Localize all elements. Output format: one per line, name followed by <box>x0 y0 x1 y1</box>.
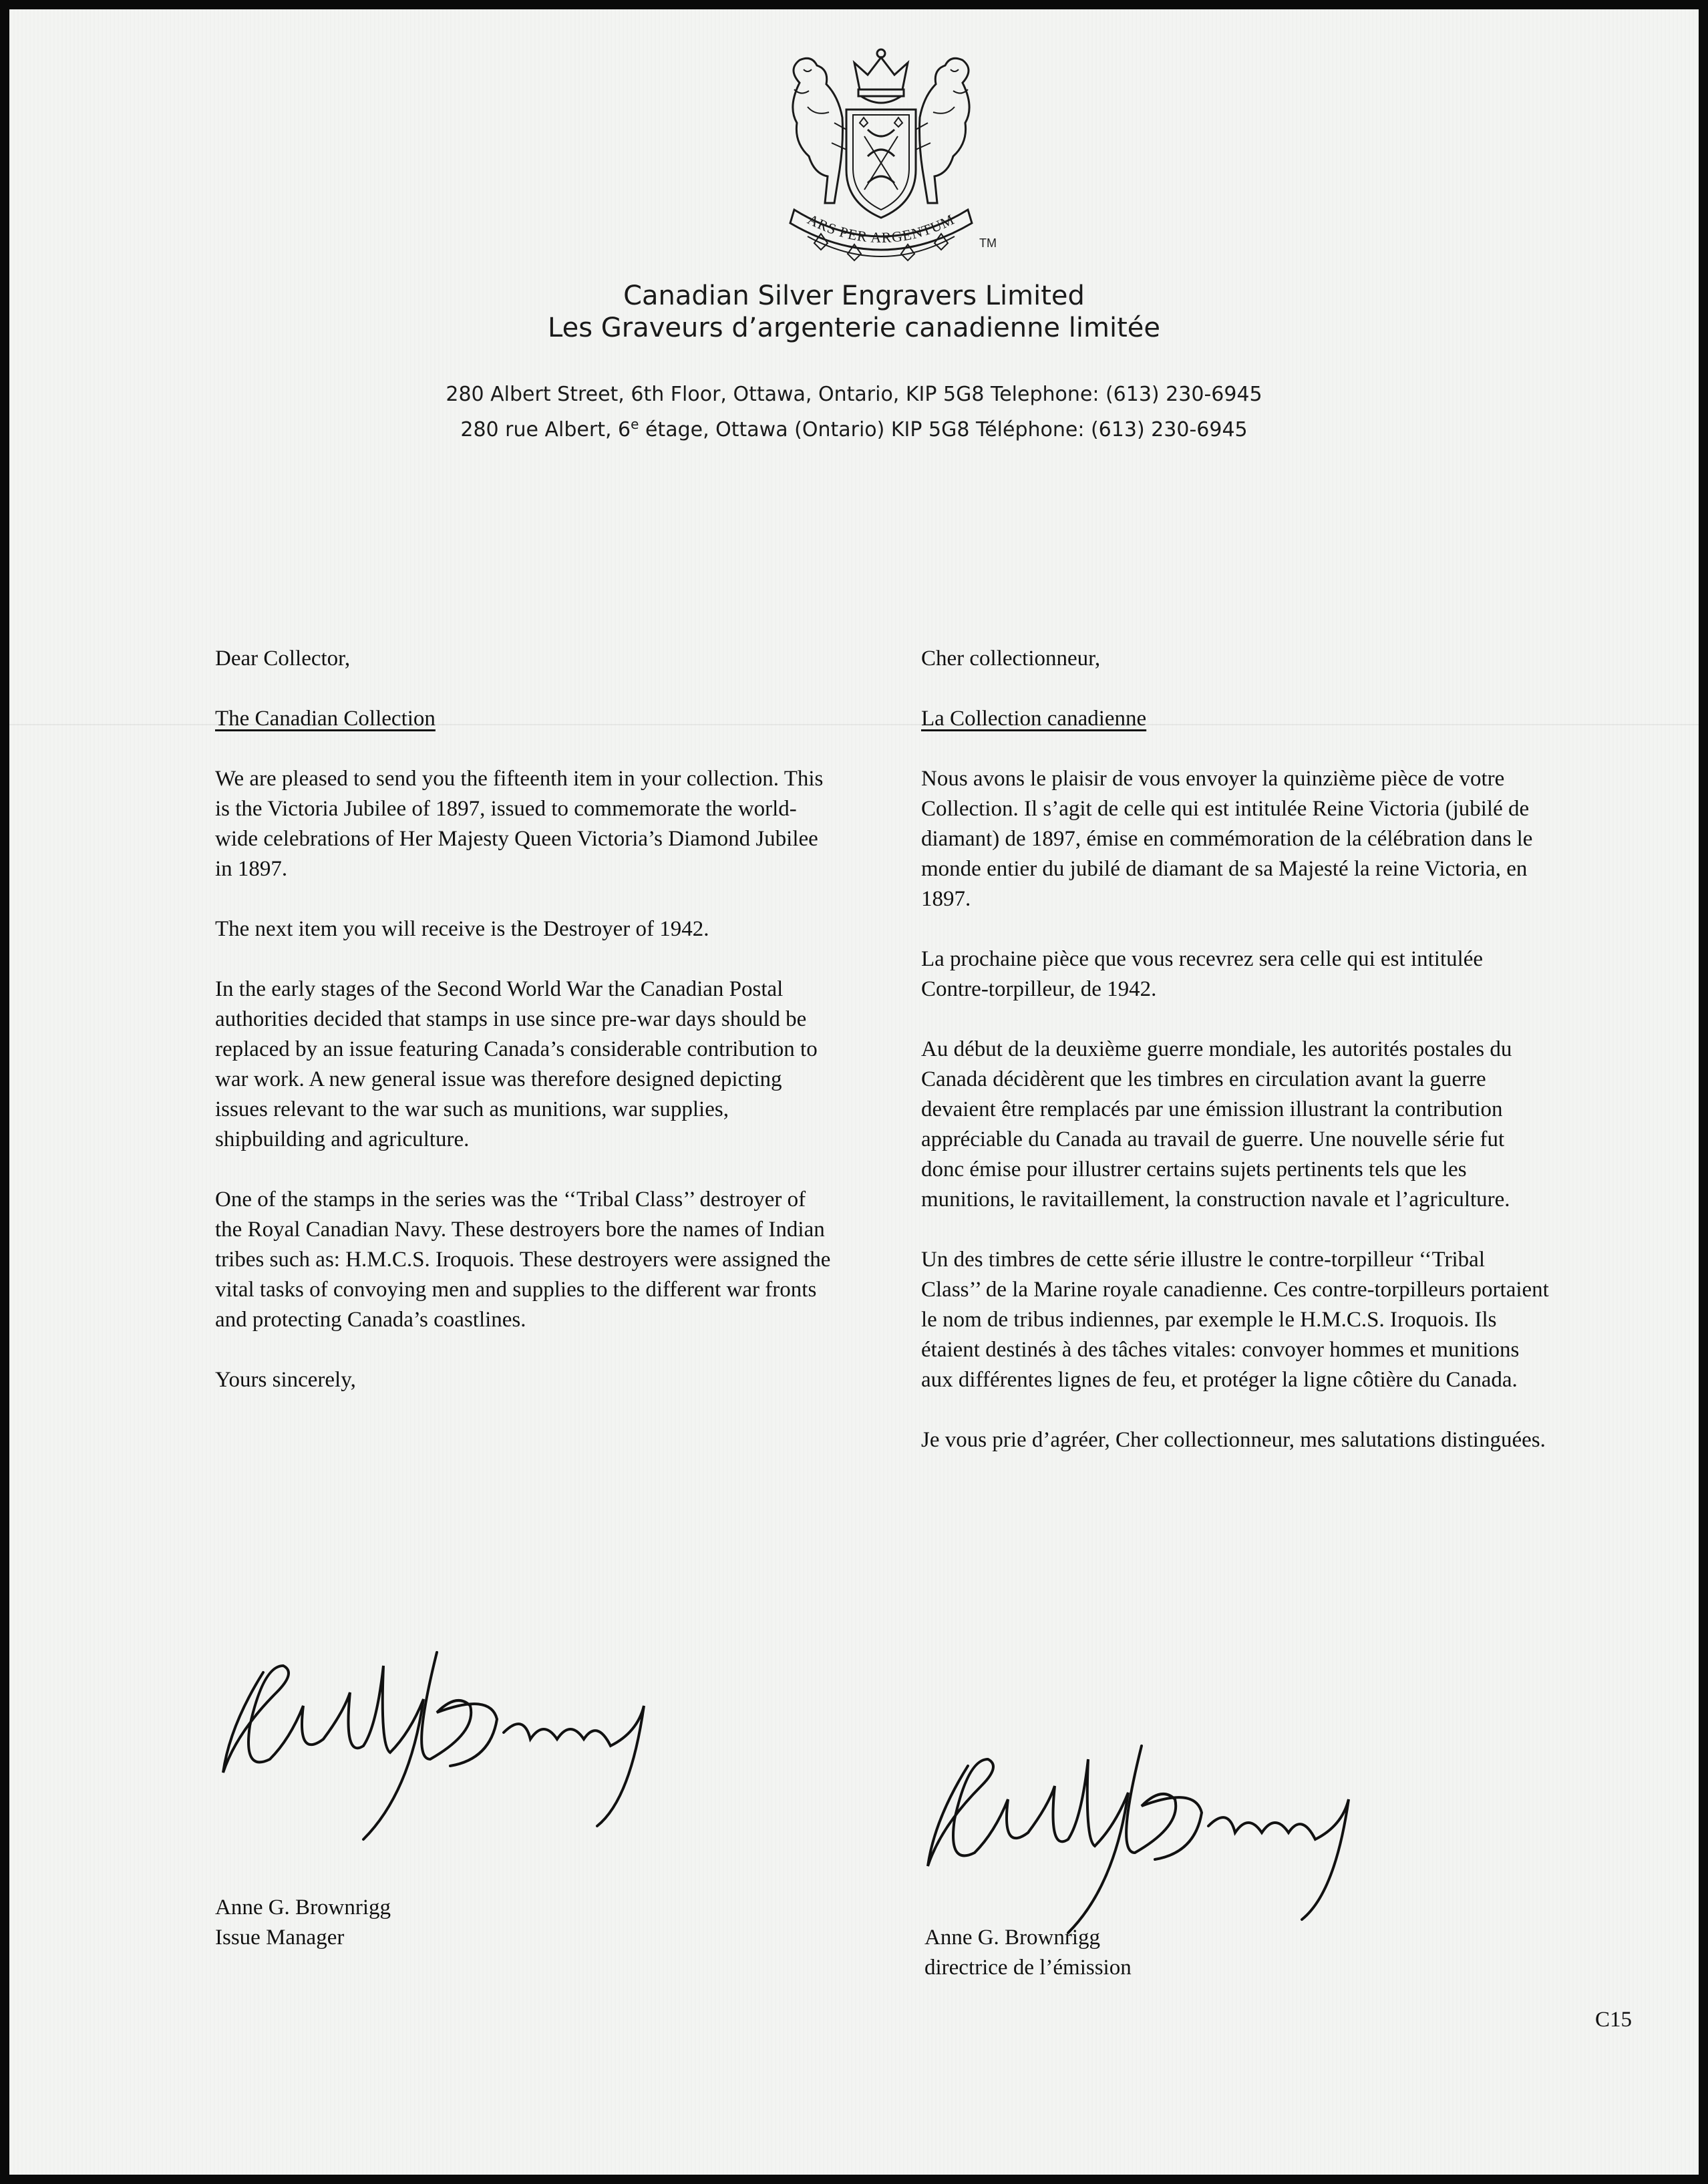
english-signer-block <box>215 1893 816 1953</box>
address-french <box>9 409 1699 445</box>
closing: Yours sincerely, <box>215 1368 356 1392</box>
address-french-superscript: e <box>631 416 639 432</box>
paragraph: Nous avons le plaisir de vous envoyer la quinzième pièce de votre Collection. Il s’agit de celle qui est intitulée Reine Victoria (jubilé de diamant) de 1897, émise en commémoration de la célébration dans le monde entier du jubilé de diamant de sa Majesté la reine Victoria, en 1897. <box>921 767 1533 911</box>
paragraph: The next item you will receive is the Destroyer of 1942. <box>215 917 709 941</box>
paragraph: Au début de la deuxième guerre mondiale, les autorités postales du Canada décidèrent que les timbres en circulation avant la guerre devaient être remplacés par une émission illustrant la contribution appréciable du Canada au travail de guerre. Une nouvelle série fut donc émise pour illustrer certains sujets pertinents tels que les munitions, le ravitaillement, la construction navale et l’agriculture. <box>921 1037 1512 1212</box>
salutation: Cher collectionneur, <box>921 647 1101 671</box>
trademark-mark: TM <box>979 236 997 250</box>
paragraph: One of the stamps in the series was the ‘‘Tribal Class’’ destroyer of the Royal Canadian Navy. These destroyers bore the names of Indian tribes such as: H.M.C.S. Iroquois. These destroyers were assigned the vital tasks of convoying men and supplies to the different war fronts and protecting Canada’s coastlines. <box>215 1188 831 1332</box>
signer-title: directrice de l’émission <box>924 1956 1132 1980</box>
signature-english-icon <box>210 1626 664 1846</box>
closing: Je vous prie d’agréer, Cher collectionneur, mes salutations distinguées. <box>921 1428 1546 1452</box>
address-english: 280 Albert Street, 6th Floor, Ottawa, Ontario, KIP 5G8 Telephone: (613) 230-6945 <box>446 383 1262 406</box>
signature-french-icon <box>914 1719 1369 1940</box>
letter-heading: The Canadian Collection <box>215 707 436 731</box>
crest-motto: ARS PER ARGENTUM <box>805 210 957 246</box>
english-letter-column <box>215 644 836 1425</box>
paragraph: In the early stages of the Second World War the Canadian Postal authorities decided that stamps in use since pre-war days should be replaced by an issue featuring Canada’s considerable contribution to war work. A new general issue was therefore designed depicting issues relevant to the war such as munitions, war supplies, shipbuilding and agriculture. <box>215 977 818 1151</box>
signer-name: Anne G. Brownrigg <box>924 1926 1101 1950</box>
paragraph: La prochaine pièce que vous recevrez sera celle qui est intitulée Contre-torpilleur, de 1942. <box>921 947 1484 1001</box>
letter-sheet <box>9 9 1699 2175</box>
address-french-part: 280 rue Albert, 6 <box>460 418 631 441</box>
coat-of-arms-crest-icon <box>767 43 995 273</box>
letter-heading: La Collection canadienne <box>921 707 1147 731</box>
signer-title: Issue Manager <box>215 1926 345 1950</box>
company-name-french: Les Graveurs d’argenterie canadienne limitée <box>548 313 1160 343</box>
french-signer-block <box>924 1923 1526 1983</box>
document-code: C15 <box>1594 2008 1632 2032</box>
company-name-english: Canadian Silver Engravers Limited <box>623 281 1085 311</box>
paragraph: We are pleased to send you the fifteenth item in your collection. This is the Victoria Jubilee of 1897, issued to commemorate the world-wide celebrations of Her Majesty Queen Victoria’s Diamond Jubilee in 1897. <box>215 767 824 881</box>
address-french-part: étage, Ottawa (Ontario) KIP 5G8 Téléphone: (613) 230-6945 <box>639 418 1248 441</box>
french-letter-column <box>921 644 1549 1485</box>
signer-name: Anne G. Brownrigg <box>215 1895 391 1920</box>
paragraph: Un des timbres de cette série illustre le contre-torpilleur ‘‘Tribal Class’’ de la Marine royale canadienne. Ces contre-torpilleurs portaient le nom de tribus indiennes, par exemple le H.M.C.S. Iroquois. Ils étaient destinés à des tâches vitales: convoyer hommes et munitions aux différentes lignes de feu, et protéger la ligne côtière du Canada. <box>921 1248 1549 1392</box>
salutation: Dear Collector, <box>215 647 351 671</box>
